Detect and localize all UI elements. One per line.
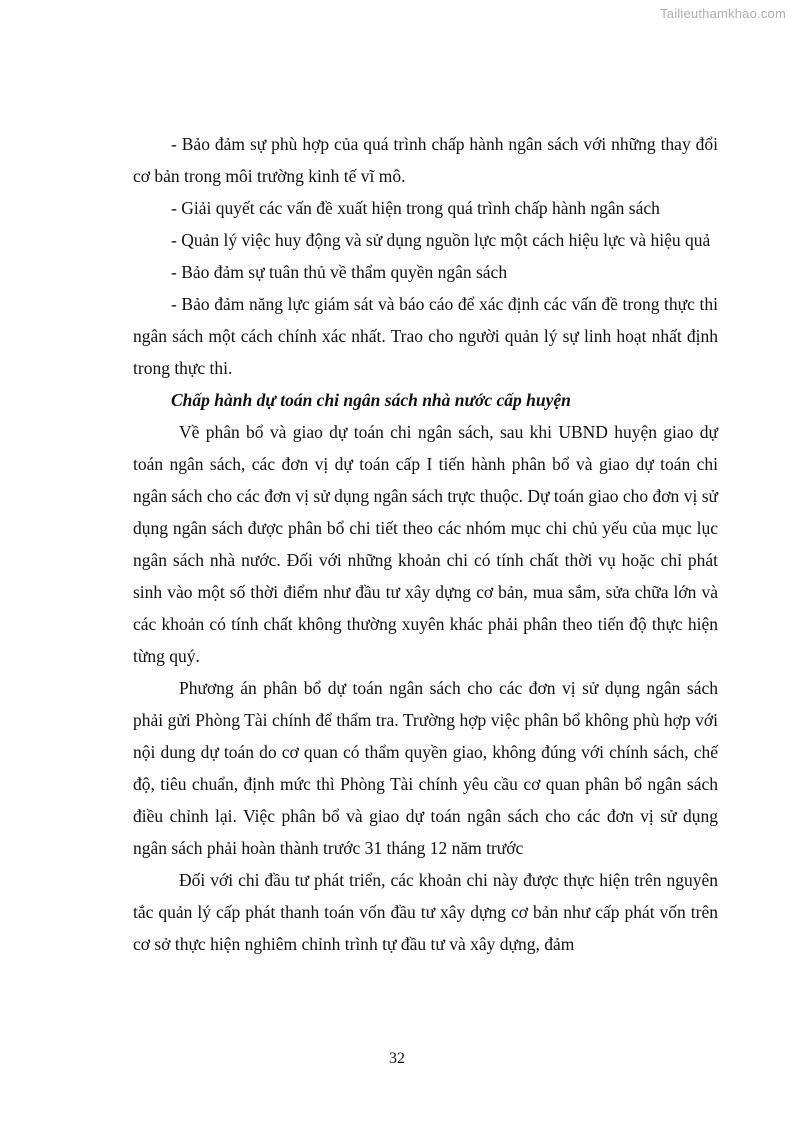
bullet-item: - Bảo đảm sự tuân thủ về thẩm quyền ngân sách bbox=[171, 262, 508, 282]
document-body bbox=[133, 128, 718, 960]
paragraph: Phương án phân bổ dự toán ngân sách cho các đơn vị sử dụng ngân sách phải gửi Phòng Tài chính để thẩm tra. Trường hợp việc phân bổ không phù hợp với nội dung dự toán do cơ quan có thẩm quyền giao, không đúng với chính sách, chế độ, tiêu chuẩn, định mức thì Phòng Tài chính yêu cầu cơ quan phân bổ ngân sách điều chỉnh lại. Việc phân bổ và giao dự toán ngân sách cho các đơn vị sử dụng ngân sách phải hoàn thành trước 31 tháng 12 năm trước bbox=[133, 678, 718, 858]
bullet-item: - Giải quyết các vấn đề xuất hiện trong quá trình chấp hành ngân sách bbox=[171, 198, 660, 218]
page-number: 32 bbox=[389, 1050, 405, 1067]
bullet-item: - Bảo đảm sự phù hợp của quá trình chấp hành ngân sách với những thay đổi cơ bản trong môi trường kinh tế vĩ mô. bbox=[133, 134, 718, 186]
watermark: Tailieuthamkhao.com bbox=[660, 6, 786, 21]
section-heading: Chấp hành dự toán chi ngân sách nhà nước cấp huyện bbox=[171, 390, 571, 410]
bullet-item: - Quản lý việc huy động và sử dụng nguồn lực một cách hiệu lực và hiệu quả bbox=[171, 230, 711, 250]
paragraph: Đối với chi đầu tư phát triển, các khoản chi này được thực hiện trên nguyên tắc quản lý cấp phát thanh toán vốn đầu tư xây dựng cơ bản như cấp phát vốn trên cơ sở thực hiện nghiêm chỉnh trình tự đầu tư và xây dựng, đảm bbox=[133, 870, 718, 954]
bullet-item: - Bảo đảm năng lực giám sát và báo cáo để xác định các vấn đề trong thực thi ngân sách một cách chính xác nhất. Trao cho người quản lý sự linh hoạt nhất định trong thực thi. bbox=[133, 294, 718, 378]
paragraph: Về phân bổ và giao dự toán chi ngân sách, sau khi UBND huyện giao dự toán ngân sách, các đơn vị dự toán cấp I tiến hành phân bổ và giao dự toán chi ngân sách cho các đơn vị sử dụng ngân sách trực thuộc. Dự toán giao cho đơn vị sử dụng ngân sách được phân bổ chi tiết theo các nhóm mục chi chủ yếu của mục lục ngân sách nhà nước. Đối với những khoản chi có tính chất thời vụ hoặc chỉ phát sinh vào một số thời điểm như đầu tư xây dựng cơ bản, mua sắm, sửa chữa lớn và các khoản có tính chất không thường xuyên khác phải phân theo tiến độ thực hiện từng quý. bbox=[133, 422, 718, 666]
